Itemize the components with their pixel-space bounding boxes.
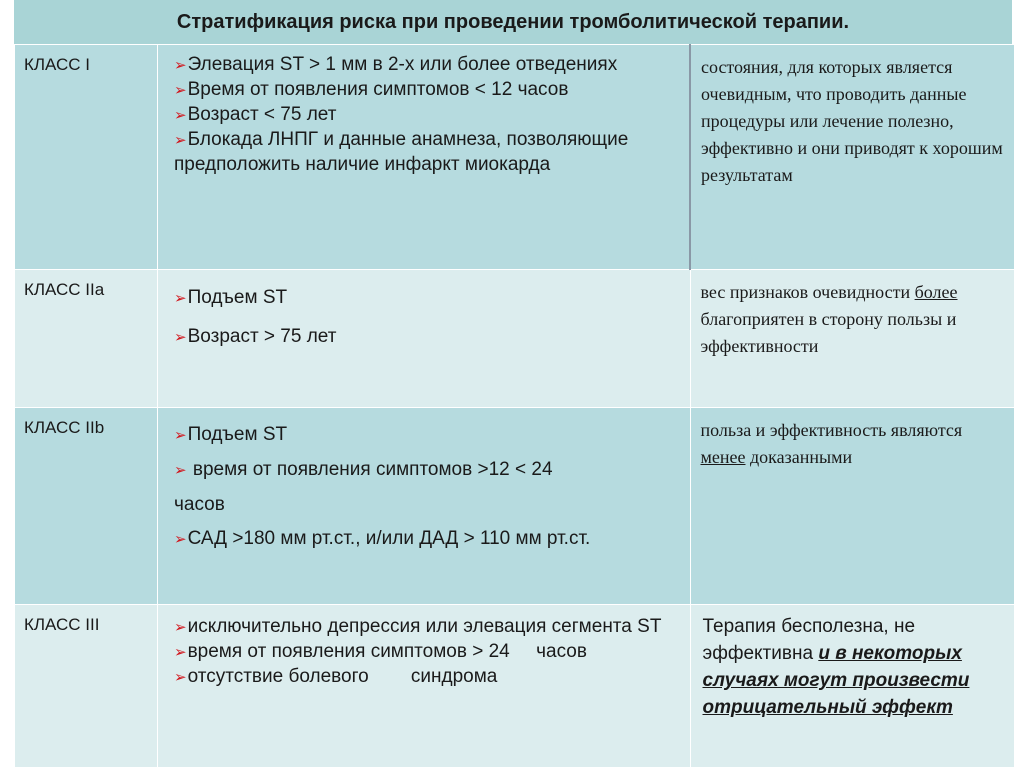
table-row bbox=[15, 270, 1015, 408]
class-description: состояния, для которых является очевидным, что проводить данные процедуры или лечение полезно, эффективно и они приводят к хорошим результатам bbox=[701, 57, 1003, 185]
arrow-bullet-icon: ➢ bbox=[174, 531, 187, 548]
arrow-bullet-icon: ➢ bbox=[174, 427, 187, 444]
arrow-bullet-icon: ➢ bbox=[174, 82, 187, 99]
table-row bbox=[15, 45, 1015, 270]
slide-title: Стратификация риска при проведении тромболитической терапии. bbox=[14, 0, 1012, 44]
risk-table bbox=[14, 44, 1015, 768]
list-item: ➢отсутствие болевого синдрома bbox=[174, 666, 498, 687]
list-item: ➢Блокада ЛНПГ и данные анамнеза, позволяющие предположить наличие инфаркт миокарда bbox=[174, 129, 629, 175]
class-description: вес признаков очевидности более благоприятен в сторону пользы и эффективности bbox=[700, 282, 958, 356]
list-item: ➢Подъем ST bbox=[174, 287, 288, 308]
list-item: ➢Возраст < 75 лет bbox=[174, 104, 337, 125]
table-row bbox=[15, 605, 1015, 768]
criteria-list bbox=[158, 605, 690, 690]
arrow-bullet-icon: ➢ bbox=[174, 107, 187, 124]
list-item: ➢Элевация ST > 1 мм в 2-х или более отведениях bbox=[174, 54, 618, 75]
list-item: ➢ время от появления симптомов >12 < 24 часов bbox=[174, 459, 553, 515]
arrow-bullet-icon: ➢ bbox=[174, 462, 187, 479]
criteria-list bbox=[158, 408, 690, 557]
arrow-bullet-icon: ➢ bbox=[174, 644, 187, 661]
arrow-bullet-icon: ➢ bbox=[174, 132, 187, 149]
class-description: Терапия бесполезна, не эффективна и в некоторых случаях могут произвести отрицательный эффект bbox=[702, 616, 970, 718]
list-item: ➢Время от появления симптомов < 12 часов bbox=[174, 79, 569, 100]
class-label: КЛАСС III bbox=[24, 615, 100, 634]
class-label: КЛАСС IIb bbox=[24, 418, 105, 437]
arrow-bullet-icon: ➢ bbox=[174, 669, 187, 686]
arrow-bullet-icon: ➢ bbox=[174, 619, 187, 636]
class-label: КЛАСС I bbox=[24, 55, 91, 74]
arrow-bullet-icon: ➢ bbox=[174, 290, 187, 307]
table-row bbox=[15, 408, 1015, 605]
criteria-list bbox=[158, 270, 690, 350]
criteria-list bbox=[158, 45, 689, 177]
arrow-bullet-icon: ➢ bbox=[174, 329, 187, 346]
list-item: ➢САД >180 мм рт.ст., и/или ДАД > 110 мм рт.ст. bbox=[174, 528, 591, 549]
list-item: ➢Подъем ST bbox=[174, 424, 288, 445]
class-description: польза и эффективность являются менее доказанными bbox=[700, 420, 963, 467]
list-item: ➢время от появления симптомов > 24 часов bbox=[174, 641, 587, 662]
class-label: КЛАСС IIa bbox=[24, 280, 105, 299]
list-item: ➢Возраст > 75 лет bbox=[174, 326, 337, 347]
list-item: ➢исключительно депрессия или элевация сегмента ST bbox=[174, 616, 662, 637]
arrow-bullet-icon: ➢ bbox=[174, 57, 187, 74]
